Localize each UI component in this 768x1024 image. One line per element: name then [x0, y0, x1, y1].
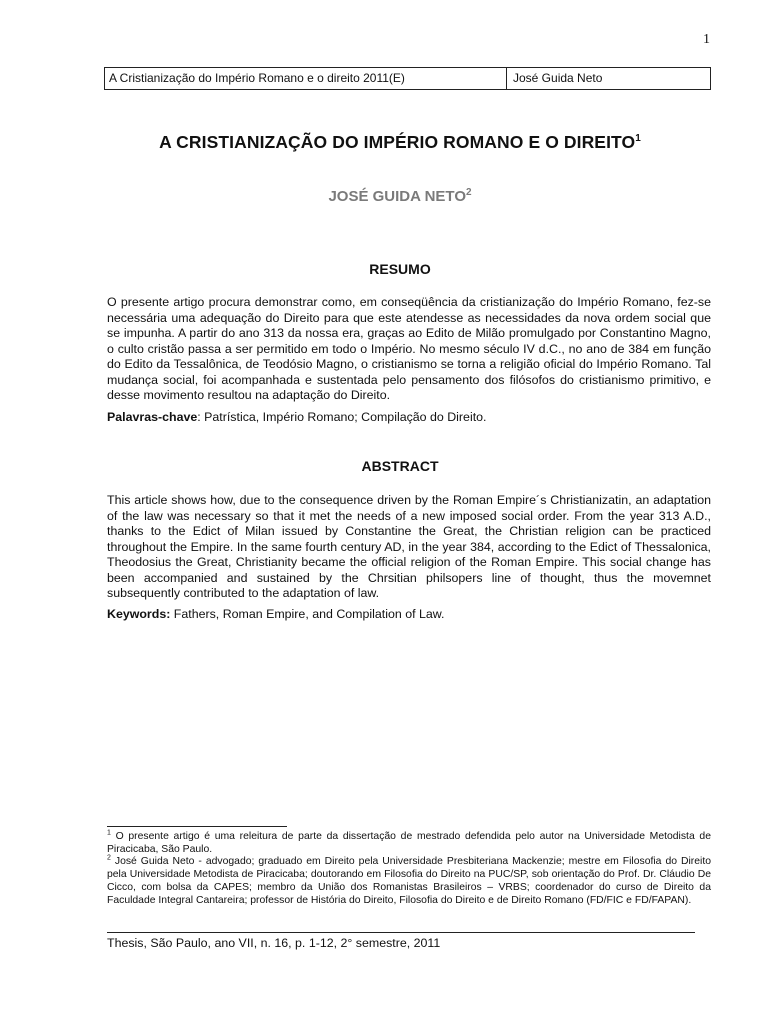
abstract-heading: ABSTRACT — [361, 458, 439, 474]
footnote-2 — [107, 855, 711, 907]
page-number: 1 — [703, 32, 710, 47]
resumo-heading: RESUMO — [369, 261, 431, 277]
author-name — [60, 188, 740, 205]
resumo-text: O presente artigo procura demonstrar como, em conseqüência da cristianização do Império Romano, fez-se necessária uma adequação do Direito para que este atendesse as necessidades da nova ordem social que se impunha. A partir do ano 313 da nossa era, graças ao Edito de Milão promulgado por Constantino Magno, o culto cristão passa a ser permitido em todo o Império. No mesmo século IV d.C., no ano de 384 em função do Edito da Tessalônica, de Teodósio Magno, o cristianismo se torna a religião oficial do Império Romano. Tal mudança social, foi acompanhada e sustentada pelo pensamento dos filósofos do cristianismo primitivo, e desse movimento resultou na adaptação do Direito. — [107, 295, 711, 402]
title-footnote-mark[interactable]: 1 — [635, 133, 641, 145]
header-article-title: A Cristianização do Império Romano e o direito 2011(E) — [105, 68, 507, 89]
resumo-keywords — [107, 410, 711, 426]
resumo-keywords-label: Palavras-chave — [107, 410, 198, 424]
author-footnote-mark[interactable]: 2 — [465, 187, 472, 198]
footnote-1-mark: 1 — [107, 829, 111, 837]
header-author: José Guida Neto — [513, 71, 603, 85]
footnote-2-text: José Guida Neto - advogado; graduado em Direito pela Universidade Presbiteriana Mackenzie; mestre em Filosofia do Direito pela Universidade Metodista de Piracicaba; doutorando em Filosofia do Direito na PUC/SP, sob orientação do Prof. Dr. Cláudio De Cicco, com bolsa da CAPES; membro da União dos Romanistas Brasileiros – VRBS; coordenador do curso de Direito da Faculdade Integral Cantareira; professor de História do Direito, Filosofia do Direito e de Direito Romano (FD/FIC e FD/FAPAN). — [107, 856, 711, 906]
abstract-keywords — [107, 607, 711, 623]
article-title — [60, 132, 740, 153]
footnote-1-text: O presente artigo é uma releitura de parte da dissertação de mestrado defendida pelo autor na Universidade Metodista de Piracicaba, São Paulo. — [107, 831, 711, 855]
footer-separator — [107, 932, 695, 933]
abstract-keywords-text: Fathers, Roman Empire, and Compilation of Law. — [170, 607, 445, 621]
running-header — [104, 67, 711, 90]
article-title-text: A CRISTIANIZAÇÃO DO IMPÉRIO ROMANO E O DIREITO — [159, 132, 636, 152]
resumo-keywords-text: : Patrística, Império Romano; Compilação do Direito. — [197, 410, 487, 424]
footnote-1 — [107, 830, 711, 856]
page-footer: Thesis, São Paulo, ano VII, n. 16, p. 1-12, 2° semestre, 2011 — [107, 936, 441, 950]
author-name-text: JOSÉ GUIDA NETO — [328, 188, 466, 205]
abstract-keywords-label: Keywords: — [107, 607, 171, 621]
footnote-2-mark: 2 — [107, 854, 111, 862]
footnote-separator — [107, 826, 287, 827]
abstract-text: This article shows how, due to the consequence driven by the Roman Empire´s Christianizatin, an adaptation of the law was necessary so that it met the needs of a new imposed social order. From the year 313 A.D., thanks to the Edict of Milan issued by Constantine the Great, the Christian religion can be practiced throughout the Empire. In the same fourth century AD, in the year 384, according to the Edict of Thessalonica, Theodosius the Great, Christianity became the official religion of the Roman Empire. This social change has been accompanied and sustained by the Chrsitian philsopers line of thought, thus the movemnet subsequently contributed to the adaptation of law. — [107, 493, 711, 600]
